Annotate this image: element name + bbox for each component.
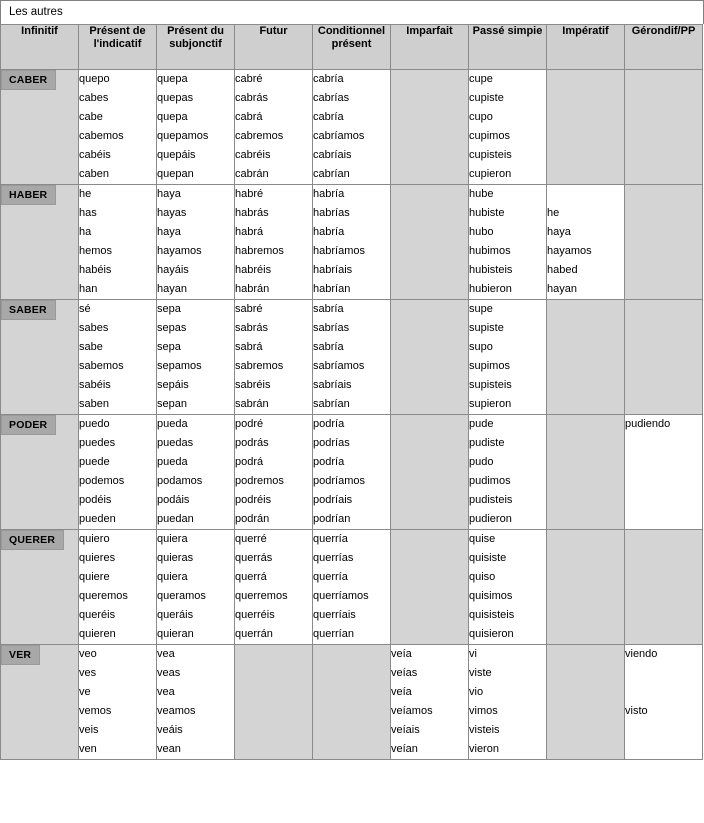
forms-gerondif-pp	[625, 645, 703, 760]
forms-imparfait	[391, 530, 469, 645]
verb-form: habría	[313, 188, 345, 200]
verb-chip: VER	[1, 645, 40, 665]
verb-form: habría	[313, 226, 345, 238]
forms-gerondif-pp	[625, 415, 703, 530]
verb-form: queremos	[79, 590, 128, 602]
verb-form: veáis	[157, 724, 183, 736]
verb-form: ven	[79, 743, 97, 755]
forms-passe-simple	[469, 300, 547, 415]
verb-form: visteis	[469, 724, 500, 736]
verb-form	[547, 185, 624, 204]
forms-futur	[235, 300, 313, 415]
verb-form: supisteis	[469, 379, 512, 391]
verb-form: quiera	[157, 533, 188, 545]
conjugation-table	[0, 24, 703, 760]
forms-imparfait	[391, 415, 469, 530]
forms-conditionnel	[313, 70, 391, 185]
verb-form: cabrían	[313, 168, 350, 180]
verb-form: podría	[313, 456, 345, 468]
verb-form: quieres	[79, 552, 116, 564]
verb-form	[625, 683, 702, 702]
verb-form: podremos	[235, 475, 284, 487]
verb-form: he	[79, 188, 92, 200]
verb-form: ve	[79, 686, 91, 698]
verb-form: querríais	[313, 609, 356, 621]
verb-form: quiere	[79, 571, 110, 583]
forms-present-subjonctif	[157, 415, 235, 530]
forms-present-indicatif	[79, 415, 157, 530]
verb-form: supo	[469, 341, 493, 353]
verb-form: querría	[313, 533, 348, 545]
verb-form: quepas	[157, 92, 194, 104]
verb-form: veo	[79, 648, 97, 660]
verb-form: hayáis	[157, 264, 189, 276]
verb-form: quiero	[79, 533, 110, 545]
verb-form: pudiendo	[625, 418, 671, 430]
verb-form: cabría	[313, 111, 344, 123]
verb-form: querrías	[313, 552, 354, 564]
verb-form: querremos	[235, 590, 288, 602]
forms-passe-simple	[469, 645, 547, 760]
verb-form: cabría	[313, 73, 344, 85]
verb-form: sepáis	[157, 379, 189, 391]
verb-form	[625, 664, 702, 683]
verb-form: hayan	[547, 283, 577, 295]
table-row	[1, 415, 703, 530]
verb-form: hayan	[157, 283, 187, 295]
forms-imperatif	[547, 415, 625, 530]
verb-form: querré	[235, 533, 267, 545]
forms-gerondif-pp	[625, 530, 703, 645]
column-header-conditionnel-present: Conditionnel présent	[313, 25, 391, 70]
verb-form: podría	[313, 418, 345, 430]
verb-form: vio	[469, 686, 484, 698]
forms-present-indicatif	[79, 645, 157, 760]
verb-form: sabemos	[79, 360, 124, 372]
verb-form: sabes	[79, 322, 109, 334]
verb-form: cupiste	[469, 92, 504, 104]
verb-form: he	[547, 207, 560, 219]
verb-form: quepan	[157, 168, 194, 180]
verb-form: veis	[79, 724, 99, 736]
verb-form: podrías	[313, 437, 350, 449]
forms-futur	[235, 185, 313, 300]
verb-form: querrás	[235, 552, 273, 564]
verb-form: sabríais	[313, 379, 352, 391]
verb-form: vimos	[469, 705, 498, 717]
verb-form: sabré	[235, 303, 263, 315]
forms-present-subjonctif	[157, 300, 235, 415]
verb-form: habríais	[313, 264, 353, 276]
verb-form: hayamos	[157, 245, 202, 257]
verb-form: ha	[79, 226, 92, 238]
verb-form: cabréis	[235, 149, 271, 161]
verb-form: podré	[235, 418, 264, 430]
forms-gerondif-pp	[625, 300, 703, 415]
forms-futur	[235, 415, 313, 530]
verb-form: podréis	[235, 494, 272, 506]
verb-form: cupieron	[469, 168, 512, 180]
verb-form: han	[79, 283, 98, 295]
verb-chip: CABER	[1, 70, 56, 90]
verb-form: quiso	[469, 571, 496, 583]
verb-form: cupimos	[469, 130, 510, 142]
verb-form: habrá	[235, 226, 264, 238]
verb-form: viendo	[625, 648, 658, 660]
verb-form: querrá	[235, 571, 267, 583]
verb-form: sabrás	[235, 322, 269, 334]
verb-form: pudo	[469, 456, 494, 468]
forms-conditionnel	[313, 185, 391, 300]
verb-form: supieron	[469, 398, 512, 410]
verb-form: hubisteis	[469, 264, 513, 276]
verb-form: cabrás	[235, 92, 269, 104]
verb-form: cabes	[79, 92, 109, 104]
column-header-passe-simple: Passé simpie	[469, 25, 547, 70]
verb-form: sabréis	[235, 379, 271, 391]
forms-imperatif	[547, 185, 625, 300]
verb-form: pudiste	[469, 437, 505, 449]
verb-form: pudieron	[469, 513, 512, 525]
verb-form: queráis	[157, 609, 194, 621]
verb-form: sabe	[79, 341, 103, 353]
verb-form: vieron	[469, 743, 499, 755]
table-row	[1, 70, 703, 185]
forms-imperatif	[547, 645, 625, 760]
verb-infinitif-cell	[1, 300, 79, 415]
verb-form: quepáis	[157, 149, 196, 161]
verb-form: habrían	[313, 283, 351, 295]
verb-form: puedas	[157, 437, 194, 449]
verb-form: quiera	[157, 571, 188, 583]
verb-form: sabrá	[235, 341, 263, 353]
verb-form: cabríais	[313, 149, 352, 161]
verb-form: veamos	[157, 705, 196, 717]
forms-present-subjonctif	[157, 70, 235, 185]
column-header-infinitif: Infinitif	[1, 25, 79, 70]
verb-form: cabrán	[235, 168, 269, 180]
verb-form: queramos	[157, 590, 206, 602]
column-header-imperatif: Impératif	[547, 25, 625, 70]
table-row	[1, 185, 703, 300]
verb-form: quise	[469, 533, 496, 545]
verb-form: quisiste	[469, 552, 507, 564]
verb-form: has	[79, 207, 97, 219]
verb-form: cabemos	[79, 130, 124, 142]
verb-form: cupe	[469, 73, 493, 85]
forms-imperatif	[547, 70, 625, 185]
verb-form: supimos	[469, 360, 510, 372]
verb-form: haya	[547, 226, 571, 238]
verb-form: pude	[469, 418, 494, 430]
forms-imparfait	[391, 300, 469, 415]
verb-form: veías	[391, 667, 418, 679]
forms-present-subjonctif	[157, 645, 235, 760]
verb-form: veía	[391, 686, 412, 698]
verb-form: veas	[157, 667, 181, 679]
verb-form: veíamos	[391, 705, 433, 717]
verb-form: cabéis	[79, 149, 111, 161]
verb-form: veía	[391, 648, 412, 660]
verb-form: sabrían	[313, 398, 350, 410]
forms-present-subjonctif	[157, 185, 235, 300]
forms-gerondif-pp	[625, 185, 703, 300]
forms-conditionnel	[313, 415, 391, 530]
verb-form: sabremos	[235, 360, 284, 372]
verb-form: cabré	[235, 73, 263, 85]
forms-present-indicatif	[79, 530, 157, 645]
verb-form: habré	[235, 188, 264, 200]
verb-form: habríamos	[313, 245, 365, 257]
verb-form: cabríamos	[313, 130, 365, 142]
verb-form: sabríamos	[313, 360, 365, 372]
verb-form: querrían	[313, 628, 354, 640]
verb-form: podríamos	[313, 475, 365, 487]
verb-form: quepa	[157, 111, 188, 123]
verb-form: vea	[157, 648, 175, 660]
verb-form: querrán	[235, 628, 273, 640]
verb-form: caben	[79, 168, 109, 180]
verb-form: saben	[79, 398, 109, 410]
verb-form: querríamos	[313, 590, 369, 602]
verb-form: hayamos	[547, 245, 592, 257]
forms-futur	[235, 645, 313, 760]
forms-futur	[235, 70, 313, 185]
column-header-gerondif-pp: Gérondif/PP	[625, 25, 703, 70]
forms-conditionnel	[313, 530, 391, 645]
verb-form: veíais	[391, 724, 420, 736]
verb-form: hubimos	[469, 245, 511, 257]
verb-form: quisieron	[469, 628, 514, 640]
verb-form: quepamos	[157, 130, 209, 142]
verb-form: hubo	[469, 226, 494, 238]
forms-futur	[235, 530, 313, 645]
column-header-present-indicatif: Présent de l'indicatif	[79, 25, 157, 70]
verb-chip: PODER	[1, 415, 56, 435]
forms-conditionnel	[313, 300, 391, 415]
verb-form: quieren	[79, 628, 116, 640]
verb-form: hubieron	[469, 283, 512, 295]
verb-form: veían	[391, 743, 418, 755]
verb-form: sepan	[157, 398, 187, 410]
forms-passe-simple	[469, 415, 547, 530]
verb-form: sabría	[313, 341, 344, 353]
verb-form: pudisteis	[469, 494, 513, 506]
verb-form: cabe	[79, 111, 103, 123]
verb-form: ves	[79, 667, 97, 679]
verb-form: supe	[469, 303, 493, 315]
verb-infinitif-cell	[1, 185, 79, 300]
forms-present-subjonctif	[157, 530, 235, 645]
forms-imperatif	[547, 530, 625, 645]
verb-form: podríais	[313, 494, 353, 506]
forms-passe-simple	[469, 70, 547, 185]
verb-chip: QUERER	[1, 530, 64, 550]
verb-form: habed	[547, 264, 578, 276]
verb-form: queréis	[79, 609, 116, 621]
table-row	[1, 530, 703, 645]
verb-form: quisisteis	[469, 609, 515, 621]
verb-form: puedan	[157, 513, 194, 525]
table-row	[1, 300, 703, 415]
verb-form: quieran	[157, 628, 194, 640]
forms-passe-simple	[469, 530, 547, 645]
verb-form: cabremos	[235, 130, 284, 142]
verb-form: cupisteis	[469, 149, 512, 161]
verb-form: querréis	[235, 609, 275, 621]
column-header-imparfait: Imparfait	[391, 25, 469, 70]
verb-form: hayas	[157, 207, 187, 219]
verb-form: pueda	[157, 456, 188, 468]
verb-form: quieras	[157, 552, 194, 564]
verb-infinitif-cell	[1, 415, 79, 530]
verb-form: sepa	[157, 303, 181, 315]
forms-imparfait	[391, 185, 469, 300]
verb-form: querría	[313, 571, 348, 583]
verb-form: habremos	[235, 245, 284, 257]
verb-form: haya	[157, 226, 181, 238]
verb-infinitif-cell	[1, 70, 79, 185]
verb-form: cabrá	[235, 111, 263, 123]
verb-form: sabría	[313, 303, 344, 315]
verb-form: puede	[79, 456, 110, 468]
column-header-present-subjonctif: Présent du subjonctif	[157, 25, 235, 70]
verb-form: puedo	[79, 418, 110, 430]
table-row	[1, 645, 703, 760]
table-body	[1, 70, 703, 760]
verb-form: habréis	[235, 264, 272, 276]
verb-form: sepa	[157, 341, 181, 353]
verb-form: podrán	[235, 513, 270, 525]
verb-form: sé	[79, 303, 91, 315]
verb-infinitif-cell	[1, 530, 79, 645]
forms-imperatif	[547, 300, 625, 415]
verb-form: visto	[625, 705, 648, 717]
header-row	[1, 25, 703, 70]
verb-form: pueden	[79, 513, 116, 525]
verb-form: podrá	[235, 456, 264, 468]
forms-present-indicatif	[79, 70, 157, 185]
verb-form: habrás	[235, 207, 269, 219]
verb-form: vea	[157, 686, 175, 698]
verb-form: podrás	[235, 437, 269, 449]
column-header-futur: Futur	[235, 25, 313, 70]
verb-infinitif-cell	[1, 645, 79, 760]
verb-form: puedes	[79, 437, 116, 449]
verb-form: habéis	[79, 264, 112, 276]
forms-conditionnel	[313, 645, 391, 760]
forms-imparfait	[391, 70, 469, 185]
verb-form: pueda	[157, 418, 188, 430]
verb-form: podrían	[313, 513, 351, 525]
verb-form: vemos	[79, 705, 112, 717]
verb-form: sabrán	[235, 398, 269, 410]
verb-form: podemos	[79, 475, 125, 487]
verb-form: cupo	[469, 111, 493, 123]
verb-chip: HABER	[1, 185, 56, 205]
verb-form: sepas	[157, 322, 187, 334]
forms-present-indicatif	[79, 300, 157, 415]
verb-chip: SABER	[1, 300, 56, 320]
verb-form: hemos	[79, 245, 113, 257]
verb-form: haya	[157, 188, 181, 200]
forms-imparfait	[391, 645, 469, 760]
verb-form: podamos	[157, 475, 203, 487]
verb-form: quepa	[157, 73, 188, 85]
verb-form: hube	[469, 188, 494, 200]
verb-form: pudimos	[469, 475, 511, 487]
verb-form: vi	[469, 648, 477, 660]
verb-form: quepo	[79, 73, 110, 85]
verb-form: sabéis	[79, 379, 111, 391]
forms-gerondif-pp	[625, 70, 703, 185]
forms-passe-simple	[469, 185, 547, 300]
verb-form: habrías	[313, 207, 350, 219]
verb-form: supiste	[469, 322, 504, 334]
verb-form: habrán	[235, 283, 270, 295]
verb-form: cabrías	[313, 92, 350, 104]
verb-form: vean	[157, 743, 181, 755]
verb-form: sepamos	[157, 360, 202, 372]
table-header	[1, 25, 703, 70]
verb-form: hubiste	[469, 207, 505, 219]
verb-form: quisimos	[469, 590, 513, 602]
verb-form: sabrías	[313, 322, 350, 334]
forms-present-indicatif	[79, 185, 157, 300]
page-title: Les autres	[0, 0, 704, 24]
verb-form: viste	[469, 667, 492, 679]
verb-form: podáis	[157, 494, 190, 506]
verb-form: podéis	[79, 494, 112, 506]
